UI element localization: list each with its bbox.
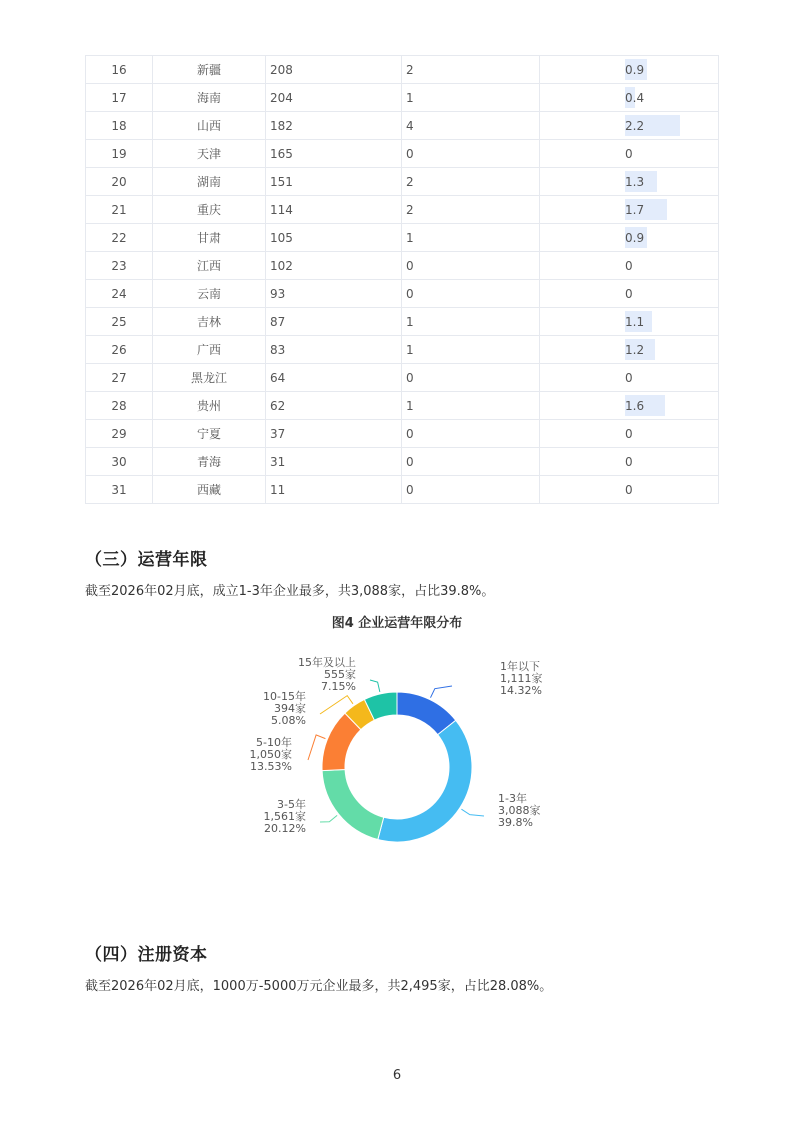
table-row	[86, 196, 719, 224]
count-cell: 204	[266, 84, 402, 112]
count-cell: 102	[266, 252, 402, 280]
count-cell: 93	[266, 280, 402, 308]
slice-label: 5-10年 1,050家 13.53%	[249, 736, 292, 773]
new-count-cell: 2	[402, 168, 540, 196]
leader-line	[320, 815, 337, 822]
ratio-cell	[540, 56, 719, 84]
count-cell: 114	[266, 196, 402, 224]
new-count-cell: 0	[402, 364, 540, 392]
count-cell: 165	[266, 140, 402, 168]
ratio-value: 0	[625, 370, 633, 385]
new-count-cell: 1	[402, 336, 540, 364]
rank-cell: 24	[86, 280, 153, 308]
page-number: 6	[392, 1068, 402, 1083]
table-row	[86, 252, 719, 280]
province-cell: 新疆	[153, 56, 266, 84]
rank-cell: 30	[86, 448, 153, 476]
ratio-cell	[540, 140, 719, 168]
new-count-cell: 1	[402, 308, 540, 336]
count-cell: 151	[266, 168, 402, 196]
count-cell: 208	[266, 56, 402, 84]
province-cell: 宁夏	[153, 420, 266, 448]
rank-cell: 17	[86, 84, 153, 112]
rank-cell: 26	[86, 336, 153, 364]
rank-cell: 21	[86, 196, 153, 224]
count-cell: 64	[266, 364, 402, 392]
new-count-cell: 2	[402, 196, 540, 224]
province-cell: 海南	[153, 84, 266, 112]
ratio-value: 0	[625, 482, 633, 497]
province-cell: 甘肃	[153, 224, 266, 252]
province-cell: 青海	[153, 448, 266, 476]
ratio-cell	[540, 224, 719, 252]
ratio-value: 1.7	[625, 202, 645, 217]
ratio-cell	[540, 336, 719, 364]
ratio-value: 1.2	[625, 342, 645, 357]
slice-label: 1年以下 1,111家 14.32%	[500, 660, 543, 697]
section4-text: 截至2026年02月底，1000万-5000万元企业最多，共2,495家，占比28.08%。	[85, 979, 553, 994]
table-row	[86, 224, 719, 252]
leader-line	[461, 809, 484, 816]
rank-cell: 29	[86, 420, 153, 448]
ratio-cell	[540, 252, 719, 280]
donut-slice	[322, 769, 384, 839]
table-row	[86, 308, 719, 336]
province-cell: 吉林	[153, 308, 266, 336]
count-cell: 87	[266, 308, 402, 336]
ratio-value: 0	[625, 258, 633, 273]
province-cell: 黑龙江	[153, 364, 266, 392]
slice-label: 3-5年 1,561家 20.12%	[263, 798, 306, 835]
province-cell: 重庆	[153, 196, 266, 224]
ratio-cell	[540, 476, 719, 504]
ratio-value: 0	[625, 454, 633, 469]
province-cell: 山西	[153, 112, 266, 140]
section3-text: 截至2026年02月底，成立1-3年企业最多，共3,088家，占比39.8%。	[85, 584, 495, 599]
rank-cell: 25	[86, 308, 153, 336]
ratio-cell	[540, 112, 719, 140]
rank-cell: 20	[86, 168, 153, 196]
province-cell: 西藏	[153, 476, 266, 504]
count-cell: 31	[266, 448, 402, 476]
ratio-cell	[540, 308, 719, 336]
new-count-cell: 1	[402, 224, 540, 252]
rank-cell: 28	[86, 392, 153, 420]
count-cell: 11	[266, 476, 402, 504]
ratio-value: 0	[625, 286, 633, 301]
leader-line	[430, 686, 452, 698]
ratio-cell	[540, 448, 719, 476]
new-count-cell: 0	[402, 420, 540, 448]
ratio-cell	[540, 392, 719, 420]
ratio-cell	[540, 280, 719, 308]
ratio-value: 1.1	[625, 314, 645, 329]
ratio-cell	[540, 168, 719, 196]
count-cell: 182	[266, 112, 402, 140]
province-cell: 天津	[153, 140, 266, 168]
ratio-value: 0	[625, 426, 633, 441]
donut-slice	[378, 720, 472, 842]
rank-cell: 31	[86, 476, 153, 504]
new-count-cell: 0	[402, 140, 540, 168]
section4-heading: （四）注册资本	[85, 945, 208, 965]
rank-cell: 18	[86, 112, 153, 140]
count-cell: 105	[266, 224, 402, 252]
table-row	[86, 280, 719, 308]
table-row	[86, 476, 719, 504]
table-row	[86, 56, 719, 84]
province-cell: 江西	[153, 252, 266, 280]
table-row	[86, 420, 719, 448]
province-table	[85, 55, 719, 504]
ratio-value: 0.4	[625, 90, 645, 105]
table-row	[86, 140, 719, 168]
ratio-value: 0.9	[625, 62, 645, 77]
rank-cell: 22	[86, 224, 153, 252]
rank-cell: 27	[86, 364, 153, 392]
leader-line	[370, 680, 380, 692]
table-row	[86, 392, 719, 420]
province-cell: 贵州	[153, 392, 266, 420]
table-row	[86, 336, 719, 364]
province-cell: 广西	[153, 336, 266, 364]
table-row	[86, 168, 719, 196]
ratio-cell	[540, 364, 719, 392]
new-count-cell: 1	[402, 84, 540, 112]
table-row	[86, 84, 719, 112]
rank-cell: 23	[86, 252, 153, 280]
table-row	[86, 364, 719, 392]
rank-cell: 19	[86, 140, 153, 168]
ratio-value: 1.6	[625, 398, 645, 413]
new-count-cell: 0	[402, 448, 540, 476]
count-cell: 62	[266, 392, 402, 420]
figure-title: 图4 企业运营年限分布	[331, 616, 463, 631]
ratio-value: 2.2	[625, 118, 645, 133]
rank-cell: 16	[86, 56, 153, 84]
slice-label: 1-3年 3,088家 39.8%	[498, 792, 541, 829]
ratio-value: 0	[625, 146, 633, 161]
slice-label: 10-15年 394家 5.08%	[263, 690, 306, 727]
new-count-cell: 2	[402, 56, 540, 84]
new-count-cell: 1	[402, 392, 540, 420]
section3-heading: （三）运营年限	[85, 550, 208, 570]
province-cell: 云南	[153, 280, 266, 308]
table-row	[86, 448, 719, 476]
count-cell: 37	[266, 420, 402, 448]
operating-years-donut-chart	[230, 650, 570, 870]
new-count-cell: 0	[402, 476, 540, 504]
slice-label: 15年及以上 555家 7.15%	[298, 656, 356, 693]
ratio-value: 1.3	[625, 174, 645, 189]
ratio-cell	[540, 420, 719, 448]
ratio-cell	[540, 84, 719, 112]
new-count-cell: 0	[402, 280, 540, 308]
count-cell: 83	[266, 336, 402, 364]
ratio-cell	[540, 196, 719, 224]
ratio-value: 0.9	[625, 230, 645, 245]
province-cell: 湖南	[153, 168, 266, 196]
table-row	[86, 112, 719, 140]
new-count-cell: 0	[402, 252, 540, 280]
new-count-cell: 4	[402, 112, 540, 140]
